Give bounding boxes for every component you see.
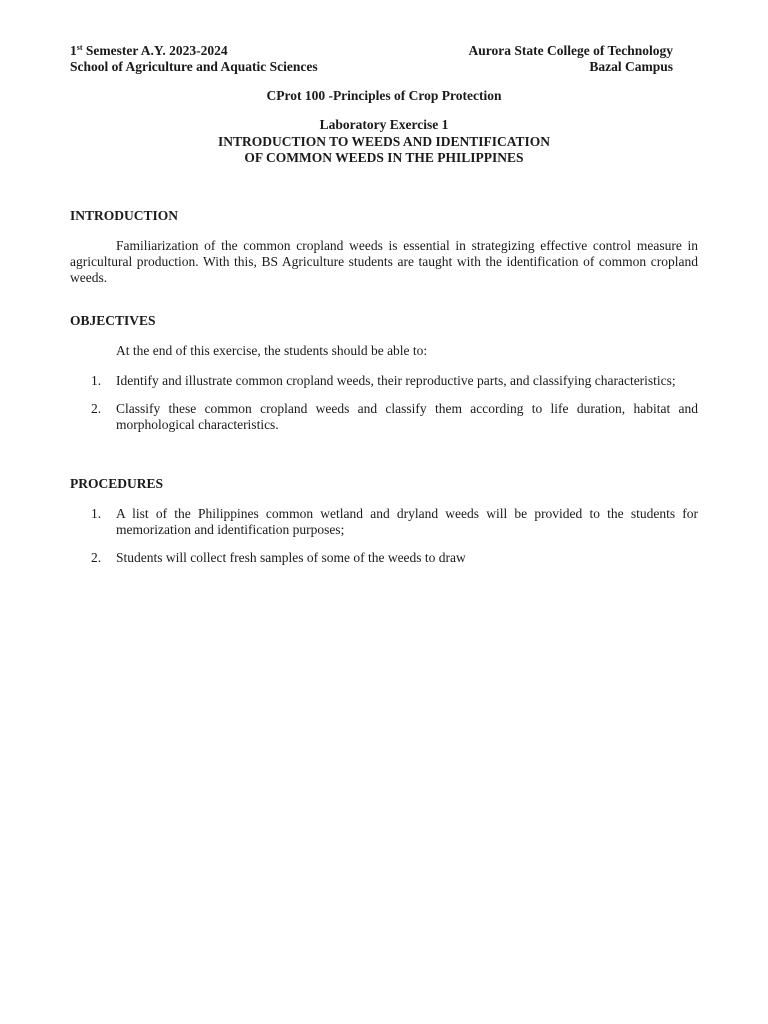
introduction-heading: INTRODUCTION (70, 208, 179, 223)
lab-title-line-1: INTRODUCTION TO WEEDS AND IDENTIFICATION (217, 133, 551, 149)
procedure-number: 2. (91, 550, 102, 565)
objective-text: Classify these common cropland weeds and classify them according to life duration, habitat and morphological characteristics. (116, 401, 698, 432)
introduction-body: Familiarization of the common cropland weeds is essential in strategizing effective control measure in agricultural production. With this, BS Agriculture students are taught with the identification of common cropland weeds. (70, 238, 698, 285)
semester-suffix: st (76, 43, 83, 52)
objective-number: 2. (91, 401, 102, 416)
lab-title-line-2: OF COMMON WEEDS IN THE PHILIPPINES (244, 150, 524, 165)
objectives-section (70, 313, 698, 433)
procedure-number: 1. (91, 506, 102, 521)
campus-name: Bazal Campus (589, 59, 673, 74)
school-name: School of Agriculture and Aquatic Sciences (70, 59, 318, 74)
objective-item (70, 401, 698, 433)
lab-number: Laboratory Exercise 1 (319, 117, 449, 132)
college-name: Aurora State College of Technology (468, 43, 673, 58)
document-header (70, 43, 673, 75)
semester-ordinal: 1 (70, 43, 77, 58)
header-row-1 (70, 43, 673, 59)
objective-item (70, 373, 698, 389)
procedures-section (70, 476, 698, 566)
procedure-item (70, 506, 698, 538)
semester-rest: Semester A.Y. 2023-2024 (82, 43, 228, 58)
procedure-text: A list of the Philippines common wetland and dryland weeds will be provided to the students for memorization and identification purposes; (116, 506, 698, 537)
objective-number: 1. (91, 373, 102, 388)
procedures-heading: PROCEDURES (70, 476, 164, 491)
lab-exercise-title (0, 117, 768, 167)
objectives-heading: OBJECTIVES (70, 313, 156, 328)
procedure-item (70, 550, 698, 566)
objective-text: Identify and illustrate common cropland weeds, their reproductive parts, and classifying characteristics; (116, 373, 676, 388)
procedure-text: Students will collect fresh samples of some of the weeds to draw (116, 550, 466, 565)
objectives-lead: At the end of this exercise, the students should be able to: (116, 343, 428, 358)
header-row-2 (70, 59, 673, 75)
semester-label (70, 43, 228, 59)
introduction-section (70, 208, 698, 286)
course-title: CProt 100 -Principles of Crop Protection (266, 88, 502, 103)
